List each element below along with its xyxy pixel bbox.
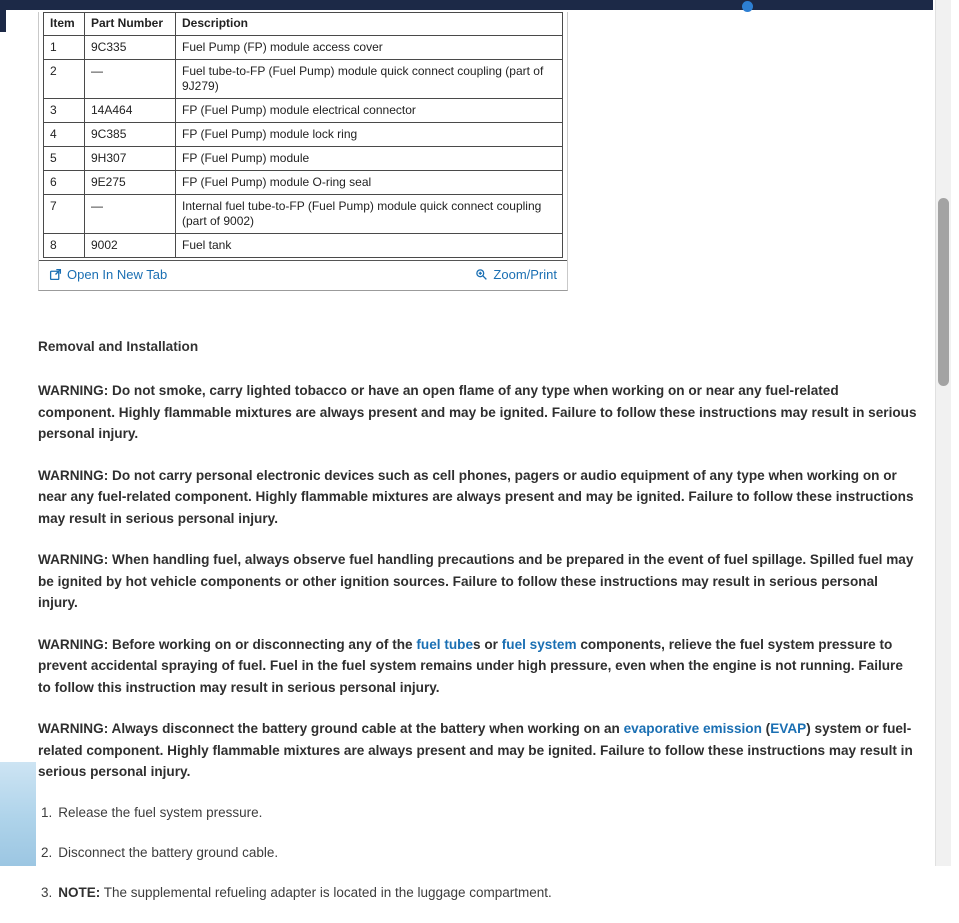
table-header-row (44, 13, 563, 36)
part-number-cell: — (85, 195, 176, 234)
item-cell: 3 (44, 99, 85, 123)
item-cell: 5 (44, 147, 85, 171)
blue-indicator-dot (742, 1, 753, 12)
article-content (38, 12, 918, 923)
warning-text: ( (762, 721, 770, 736)
description-cell: FP (Fuel Pump) module lock ring (176, 123, 563, 147)
step-number: 3. (41, 885, 52, 900)
header-item: Item (44, 13, 85, 36)
part-number-cell: 9C335 (85, 36, 176, 60)
warning-text: WARNING: Before working on or disconnecting any of the (38, 637, 416, 652)
step-number: 2. (41, 845, 52, 860)
item-cell: 7 (44, 195, 85, 234)
warning-text: WARNING: Always disconnect the battery ground cable at the battery when working on an (38, 721, 624, 736)
header-part-number: Part Number (85, 13, 176, 36)
open-in-new-tab-icon (49, 268, 62, 281)
table-row (44, 234, 563, 258)
zoom-print-link[interactable] (475, 267, 557, 282)
warning-text: s or (473, 637, 502, 652)
top-navy-bar (0, 0, 933, 10)
open-in-new-tab-label: Open In New Tab (67, 267, 167, 282)
table-row (44, 147, 563, 171)
warning-paragraph (38, 634, 918, 699)
parts-table-widget (38, 12, 568, 291)
procedure-step (38, 883, 918, 903)
table-row (44, 36, 563, 60)
item-cell: 6 (44, 171, 85, 195)
table-row (44, 171, 563, 195)
step-number: 1. (41, 805, 52, 820)
note-label: NOTE: (58, 885, 100, 900)
item-cell: 8 (44, 234, 85, 258)
zoom-print-label: Zoom/Print (493, 267, 557, 282)
step-text: Disconnect the battery ground cable. (58, 845, 278, 860)
scrollbar-track[interactable] (935, 0, 951, 866)
warning-text: components, relieve the fuel system pressure to prevent accidental spraying of fuel. Fuel in the fuel system remains under high pressure, even when the engine is not running. Failure to follow this instruction may result in serious personal injury. (38, 637, 903, 695)
description-cell: FP (Fuel Pump) module (176, 147, 563, 171)
warning-paragraph: WARNING: When handling fuel, always observe fuel handling precautions and be prepared in the event of fuel spillage. Spilled fuel may be ignited by hot vehicle components or other ignition sources. Failure to follow these instructions may result in serious personal injury. (38, 549, 918, 614)
parts-table-wrap (39, 12, 567, 260)
warning-paragraph: WARNING: Do not carry personal electronic devices such as cell phones, pagers or audio equipment of any type when working on or near any fuel-related component. Highly flammable mixtures are always present and may be ignited. Failure to follow these instructions may result in serious personal injury. (38, 465, 918, 530)
header-description: Description (176, 13, 563, 36)
parts-table (43, 12, 563, 258)
figure-widget-footer (39, 260, 567, 290)
zoom-magnifier-icon (475, 268, 488, 281)
table-row (44, 195, 563, 234)
step-text: Release the fuel system pressure. (58, 805, 262, 820)
part-number-cell: 14A464 (85, 99, 176, 123)
evaporative-emission-link[interactable]: evaporative emission (624, 721, 762, 736)
background-image-fragment (0, 762, 36, 866)
item-cell: 2 (44, 60, 85, 99)
procedure-step (38, 803, 918, 823)
left-edge-accent (0, 0, 6, 32)
part-number-cell: 9002 (85, 234, 176, 258)
warning-paragraph (38, 718, 918, 783)
description-cell: FP (Fuel Pump) module electrical connector (176, 99, 563, 123)
warning-text: ) system or fuel-related component. Highly flammable mixtures are always present and may be ignited. Failure to follow these instructions may result in serious personal injury. (38, 721, 913, 779)
part-number-cell: 9C385 (85, 123, 176, 147)
description-cell: Internal fuel tube-to-FP (Fuel Pump) module quick connect coupling (part of 9002) (176, 195, 563, 234)
description-cell: Fuel Pump (FP) module access cover (176, 36, 563, 60)
part-number-cell: 9E275 (85, 171, 176, 195)
scrollbar-thumb[interactable] (938, 198, 949, 386)
warning-paragraph: WARNING: Do not smoke, carry lighted tobacco or have an open flame of any type when working on or near any fuel-related component. Highly flammable mixtures are always present and may be ignited. Failure to follow these instructions may result in serious personal injury. (38, 380, 918, 445)
description-cell: Fuel tank (176, 234, 563, 258)
procedure-step (38, 843, 918, 863)
section-heading: Removal and Installation (38, 339, 918, 354)
item-cell: 1 (44, 36, 85, 60)
step-text: The supplemental refueling adapter is located in the luggage compartment. (100, 885, 552, 900)
part-number-cell: — (85, 60, 176, 99)
description-cell: FP (Fuel Pump) module O-ring seal (176, 171, 563, 195)
evap-link[interactable]: EVAP (770, 721, 806, 736)
fuel-tube-link[interactable]: fuel tube (416, 637, 473, 652)
table-row (44, 99, 563, 123)
item-cell: 4 (44, 123, 85, 147)
open-in-new-tab-link[interactable] (49, 267, 167, 282)
table-row (44, 60, 563, 99)
fuel-system-link[interactable]: fuel system (502, 637, 577, 652)
part-number-cell: 9H307 (85, 147, 176, 171)
table-row (44, 123, 563, 147)
description-cell: Fuel tube-to-FP (Fuel Pump) module quick connect coupling (part of 9J279) (176, 60, 563, 99)
